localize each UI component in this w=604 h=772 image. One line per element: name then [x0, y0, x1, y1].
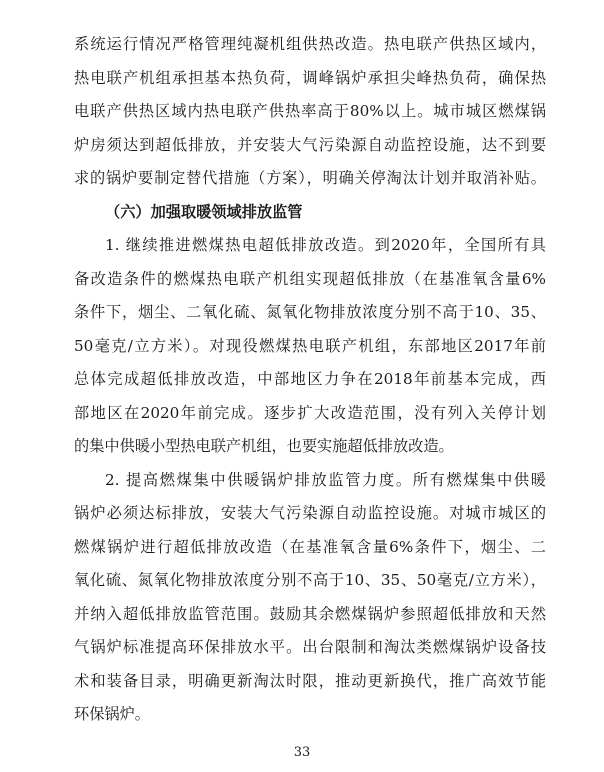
paragraph-line: 并纳入超低排放监管范围。鼓励其余燃煤锅炉参照超低排放和天然 — [74, 605, 546, 623]
paragraph-line: 环保锅炉。 — [74, 705, 150, 723]
paragraph-line: 系统运行情况严格管理纯凝机组供热改造。热电联产供热区域内， — [74, 35, 546, 53]
paragraph-line: 热电联产机组承担基本热负荷，调峰锅炉承担尖峰热负荷，确保热 — [74, 69, 546, 87]
section-heading: （六）加强取暖领域排放监管 — [105, 203, 303, 221]
paragraph-line: 燃煤锅炉进行超低排放改造（在基准氧含量6%条件下，烟尘、二 — [74, 538, 546, 556]
paragraph-line: 气锅炉标准提高环保排放水平。出台限制和淘汰类燃煤锅炉设备技 — [74, 638, 546, 656]
paragraph-line: 条件下，烟尘、二氧化硫、氮氧化物排放浓度分别不高于10、35、 — [74, 303, 546, 321]
paragraph-line: 术和装备目录，明确更新淘汰时限，推动更新换代，推广高效节能 — [74, 672, 546, 690]
paragraph-line: 的集中供暖小型热电联产机组，也要实施超低排放改造。 — [74, 437, 454, 455]
paragraph-line: 部地区在2020年前完成。逐步扩大改造范围，没有列入关停计划 — [74, 404, 546, 422]
page-number: 33 — [293, 745, 311, 760]
paragraph-line: 求的锅炉要制定替代措施（方案），明确关停淘汰计划并取消补贴。 — [74, 169, 546, 187]
paragraph-line: 炉房须达到超低排放，并安装大气污染源自动监控设施，达不到要 — [74, 136, 546, 154]
paragraph-line: 50毫克/立方米）。对现役燃煤热电联产机组，东部地区2017年前 — [74, 337, 546, 355]
paragraph-line: 备改造条件的燃煤热电联产机组实现超低排放（在基准氧含量6% — [74, 270, 546, 288]
paragraph-line: 氧化硫、氮氧化物排放浓度分别不高于10、35、50毫克/立方米）， — [74, 571, 546, 589]
paragraph-line: 1. 继续推进燃煤热电超低排放改造。到2020年，全国所有具 — [105, 236, 546, 254]
paragraph-line: 2. 提高燃煤集中供暖锅炉排放监管力度。所有燃煤集中供暖 — [105, 471, 546, 489]
paragraph-line: 锅炉必须达标排放，安装大气污染源自动监控设施。对城市城区的 — [74, 504, 546, 522]
paragraph-line: 电联产供热区域内热电联产供热率高于80%以上。城市城区燃煤锅 — [74, 102, 546, 120]
paragraph-line: 总体完成超低排放改造，中部地区力争在2018年前基本完成，西 — [74, 370, 546, 388]
